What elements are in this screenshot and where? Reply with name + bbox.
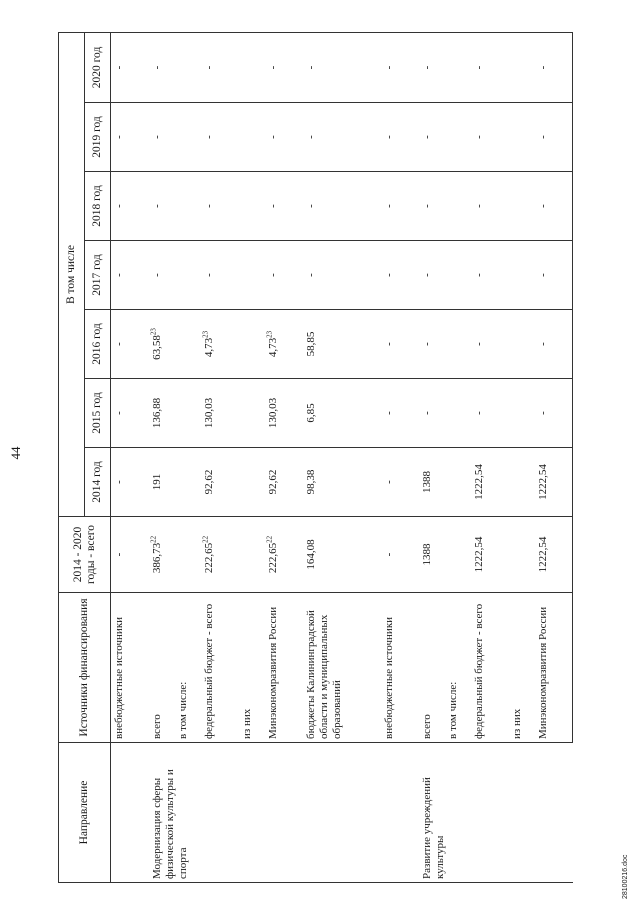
year-cell [381,448,419,517]
year-cell [175,32,201,102]
year-cell [303,103,381,172]
source-cell-value: Минэкономразвития России [536,606,549,739]
source-cell-value: всего [420,714,433,739]
year-cell [509,172,535,241]
year-cell-value: 4,73 [266,337,279,358]
year-cell [239,241,265,310]
year-cell-value: - [304,135,317,139]
year-cell-value: - [150,273,163,277]
year-cell [381,172,419,241]
year-cell-value: - [202,204,215,208]
year-cell [265,241,303,310]
source-cell-value: федеральный бюджет - всего [472,603,485,739]
year-cell [175,448,201,517]
year-cell-value: - [382,480,395,484]
year-cell [149,379,175,448]
year-cell-value: 4,73 [202,337,215,358]
year-cell-value: - [536,411,549,415]
footnote-marker: 23 [264,330,273,338]
year-cell [535,172,573,241]
year-cell [239,172,265,241]
year-cell [509,103,535,172]
year-cell [509,379,535,448]
year-cell-value: - [113,411,125,415]
source-cell-value: в том числе: [176,681,189,739]
total-cell [111,517,149,593]
year-cell-value: 92,62 [266,469,279,495]
source-cell [471,593,509,743]
source-cell [111,593,149,743]
year-cell-value: - [266,65,279,70]
header-incl: В том числе [59,32,85,516]
direction-cell-value: Развитие учреждений культуры [420,777,446,879]
total-cell [535,517,573,593]
source-cell-value: из них [240,708,253,739]
year-cell [419,379,445,448]
year-cell [419,241,445,310]
total-cell [419,517,445,593]
year-cell [535,448,573,517]
year-cell [509,241,535,310]
year-cell [303,379,381,448]
page-number: 44 [8,446,23,460]
year-cell-value: 191 [150,473,163,491]
total-cell [265,517,303,593]
source-cell [509,593,535,743]
total-cell [149,517,175,593]
year-cell-value: - [113,204,125,208]
year-cell [445,172,471,241]
year-cell [201,241,239,310]
source-cell [419,593,445,743]
year-cell [149,310,175,379]
year-cell [509,310,535,379]
footnote-marker: 23 [148,328,157,336]
year-cell [381,310,419,379]
year-cell-value: - [472,135,485,139]
year-cell [175,241,201,310]
source-cell-value: в том числе: [446,681,459,739]
year-cell [111,103,149,172]
total-cell [509,517,535,593]
table-row [419,32,445,882]
year-cell [419,310,445,379]
year-cell-value: - [536,204,549,208]
total-cell-value: 1222,54 [472,536,485,573]
header-year: 2019 год [85,103,111,172]
year-cell-value: 130,03 [266,397,279,429]
year-cell [509,32,535,102]
header-year: 2015 год [85,379,111,448]
source-cell [303,593,381,743]
header-direction: Направление [59,743,111,883]
year-cell [201,32,239,102]
year-cell [265,103,303,172]
total-cell-value: - [382,552,395,557]
total-cell-value: - [113,552,125,557]
year-cell-value: 98,38 [304,469,317,495]
year-cell-value: - [304,204,317,208]
total-cell [445,517,471,593]
table-body [111,32,573,882]
year-cell-value: - [472,204,485,208]
year-cell [535,379,573,448]
financing-table [58,32,573,883]
year-cell-value: - [202,135,215,139]
total-cell-value: 1388 [420,543,433,566]
year-cell-value: - [113,273,125,277]
year-cell [239,448,265,517]
year-cell [535,310,573,379]
table-row [111,32,149,882]
year-cell [535,32,573,102]
year-cell [471,172,509,241]
year-cell-value: - [202,273,215,277]
year-cell [201,310,239,379]
total-cell [471,517,509,593]
year-cell [265,172,303,241]
year-cell [471,379,509,448]
year-cell [303,448,381,517]
year-cell [471,241,509,310]
source-cell [239,593,265,743]
table-header [59,32,111,882]
source-cell-value: внебюджетные источники [382,616,395,739]
year-cell [239,32,265,102]
year-cell [445,448,471,517]
year-cell-value: - [150,65,163,70]
year-cell [445,379,471,448]
year-cell-value: 58,85 [304,331,317,357]
year-cell [149,32,175,102]
total-cell-value: 386,73 [150,542,163,574]
source-cell-value: из них [510,708,523,739]
source-cell-value: бюджеты Калининградской области и муниципальных образований [304,610,343,739]
footnote-marker: 22 [200,535,209,543]
year-cell [265,32,303,102]
year-cell [239,379,265,448]
year-cell [149,103,175,172]
source-cell [149,593,175,743]
footnote-marker: 23 [200,330,209,338]
year-cell [175,310,201,379]
year-cell [381,103,419,172]
year-cell [381,379,419,448]
year-cell [535,103,573,172]
year-cell-value: 1222,54 [536,464,549,500]
year-cell [445,103,471,172]
year-cell [265,448,303,517]
year-cell [303,32,381,102]
year-cell [419,32,445,102]
year-cell-value: - [304,65,317,70]
year-cell [239,103,265,172]
year-cell-value: - [382,65,395,70]
source-cell-value: внебюджетные источники [113,616,125,739]
year-cell-value: - [113,135,125,139]
year-cell [471,310,509,379]
year-cell-value: - [266,204,279,208]
year-cell [111,172,149,241]
year-cell-value: - [420,342,433,346]
source-cell-value: федеральный бюджет - всего [202,603,215,739]
source-cell [445,593,471,743]
year-cell [111,241,149,310]
total-cell-value: 222,65 [266,542,279,574]
year-cell-value: 1388 [420,471,433,493]
year-cell-value: - [472,273,485,277]
footer-filename: 28100216.doc [622,854,629,899]
year-cell-value: - [536,273,549,277]
year-cell-value: 92,62 [202,469,215,495]
year-cell [149,448,175,517]
year-cell [509,448,535,517]
year-cell [381,32,419,102]
total-cell [175,517,201,593]
year-cell [419,448,445,517]
total-cell [303,517,381,593]
year-cell-value: - [382,342,395,346]
source-cell [535,593,573,743]
year-cell-value: - [382,411,395,415]
footnote-marker: 22 [148,535,157,543]
year-cell [111,310,149,379]
year-cell-value: 63,58 [150,335,163,360]
year-cell-value: - [113,342,125,346]
total-cell [201,517,239,593]
year-cell [149,172,175,241]
year-cell-value: - [420,273,433,277]
year-cell [239,310,265,379]
source-cell-value: всего [150,714,163,739]
year-cell [471,32,509,102]
year-cell [111,379,149,448]
year-cell-value: - [150,135,163,139]
year-cell [445,241,471,310]
footnote-marker: 22 [264,535,273,543]
year-cell-value: - [420,411,433,415]
year-cell-value: - [304,273,317,277]
year-cell [471,448,509,517]
source-cell [265,593,303,743]
total-cell [381,517,419,593]
year-cell-value: - [472,342,485,346]
year-cell [201,103,239,172]
direction-cell [111,743,149,883]
header-year: 2017 год [85,241,111,310]
direction-cell [149,743,419,883]
total-cell-value: 1222,54 [536,536,549,573]
year-cell-value: - [420,65,433,70]
year-cell-value: - [382,204,395,208]
year-cell-value: 136,88 [150,397,163,429]
year-cell [149,241,175,310]
year-cell-value: - [266,273,279,277]
year-cell [201,379,239,448]
header-total: 2014 - 2020 годы - всего [59,517,111,593]
direction-cell [419,743,573,883]
year-cell [265,310,303,379]
total-cell-value: 164,08 [304,539,317,570]
source-cell [175,593,201,743]
source-cell-value: Минэкономразвития России [266,606,279,739]
year-cell [303,241,381,310]
direction-cell-value: Модернизация сферы физической культуры и спорта [150,769,189,879]
table-row [149,32,175,882]
year-cell [419,172,445,241]
header-year: 2014 год [85,448,111,517]
year-cell [303,310,381,379]
header-year: 2018 год [85,172,111,241]
year-cell [111,32,149,102]
year-cell-value: - [202,65,215,70]
year-cell-value: - [382,135,395,139]
year-cell [111,448,149,517]
year-cell [175,379,201,448]
year-cell-value: - [472,411,485,415]
year-cell [175,172,201,241]
year-cell-value: - [420,204,433,208]
year-cell [381,241,419,310]
year-cell-value: - [150,204,163,208]
year-cell [445,310,471,379]
source-cell [201,593,239,743]
year-cell-value: 6,85 [304,403,317,423]
year-cell [471,103,509,172]
year-cell [303,172,381,241]
year-cell [535,241,573,310]
year-cell-value: - [536,342,549,346]
year-cell-value: - [420,135,433,139]
header-source: Источники финансирования [59,593,111,743]
year-cell-value: 1222,54 [472,464,485,500]
year-cell-value: - [536,65,549,70]
year-cell [445,32,471,102]
year-cell-value: - [472,65,485,70]
header-year: 2020 год [85,32,111,102]
year-cell [201,448,239,517]
year-cell [175,103,201,172]
year-cell-value: - [382,273,395,277]
source-cell [381,593,419,743]
year-cell-value: - [113,480,125,484]
year-cell-value: - [536,135,549,139]
total-cell-value: 222,65 [202,542,215,574]
year-cell [201,172,239,241]
year-cell-value: 130,03 [202,397,215,429]
year-cell-value: - [266,135,279,139]
year-cell-value: - [113,65,125,70]
total-cell [239,517,265,593]
year-cell [265,379,303,448]
year-cell [419,103,445,172]
header-year: 2016 год [85,310,111,379]
